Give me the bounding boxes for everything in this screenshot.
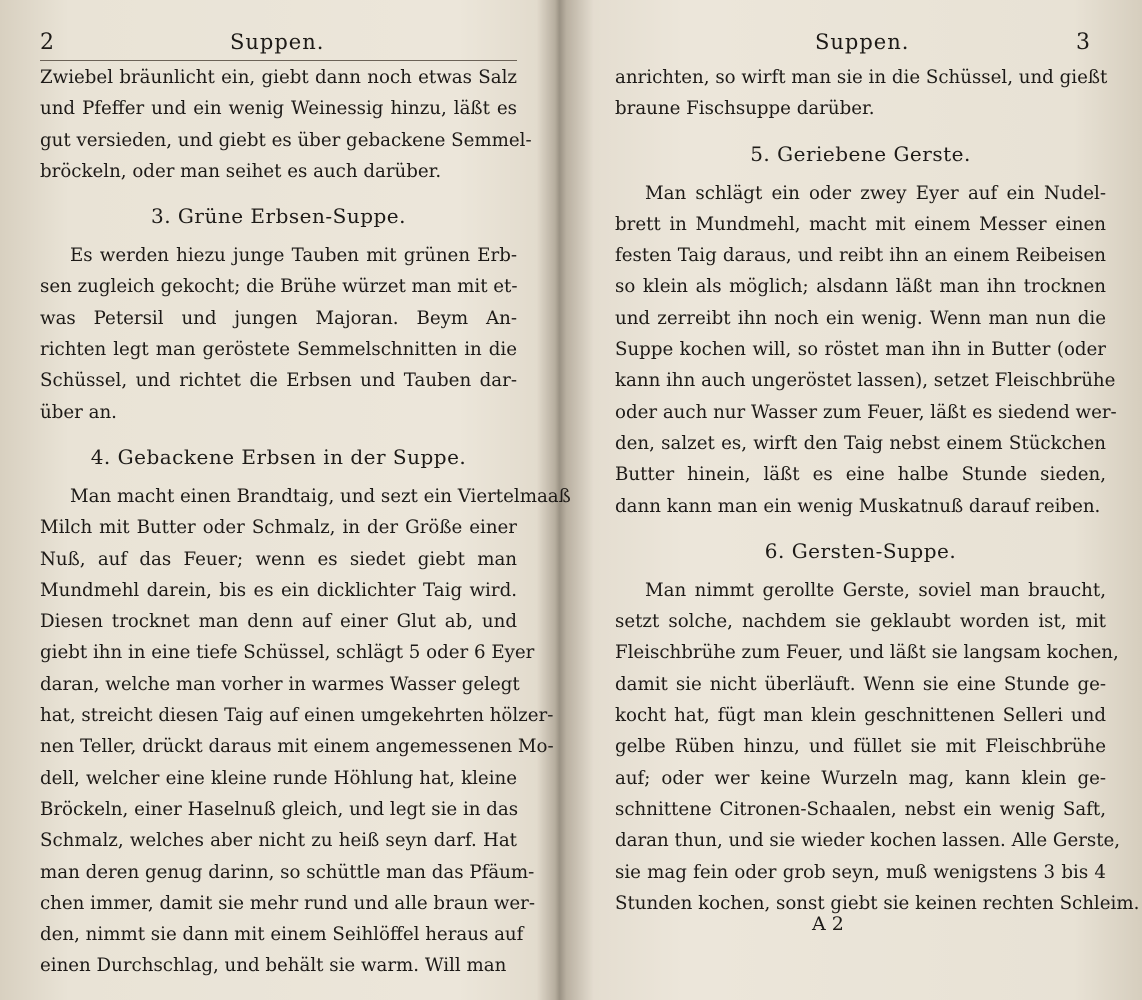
text-line: Es werden hiezu junge Tauben mit grünen Erb- [70,245,517,267]
text-line: setzt solche, nachdem sie geklaubt worden ist, mit [615,611,1106,633]
text-line: auf; oder wer keine Wurzeln mag, kann klein ge- [615,767,1106,789]
paragraph [40,481,571,982]
text-line: sie mag fein oder grob seyn, muß wenigstens 3 bis 4 [615,861,1106,883]
text-line: daran, welche man vorher in warmes Wasser gelegt [40,673,520,695]
text-line: Nuß, auf das Feuer; wenn es siedet giebt man [40,548,517,570]
text-line: den, nimmt sie dann mit einem Seihlöffel heraus auf [40,924,524,946]
text-line: brett in Mundmehl, macht mit einem Messer einen [615,213,1106,235]
text-line: nen Teller, drückt daraus mit einem angemessenen Mo- [40,736,554,758]
text-line: und zerreibt ihn noch ein wenig. Wenn man nun die [615,307,1106,329]
text-line: Schmalz, welches aber nicht zu heiß seyn darf. Hat [40,830,517,852]
text-line: damit sie nicht überläuft. Wenn sie eine Stunde ge- [615,673,1106,695]
text-line: giebt ihn in eine tiefe Schüssel, schlägt 5 oder 6 Eyer [40,642,535,664]
text-line: über an. [40,401,117,423]
paragraph [615,575,1140,919]
paragraph [615,62,1106,125]
text-line: kocht hat, fügt man klein geschnittenen Selleri und [615,705,1106,727]
text-line: Fleischbrühe zum Feuer, und läßt sie langsam kochen, [615,642,1119,664]
text-line: gut versieden, und giebt es über gebackene Semmel- [40,129,532,151]
recipe-heading: 4. Gebackene Erbsen in der Suppe. [90,444,467,469]
text-line: anrichten, so wirft man sie in die Schüssel, und gießt [615,67,1108,88]
text-line: bröckeln, oder man seihet es auch darüber. [40,160,442,182]
text-line: Man schlägt ein oder zwey Eyer auf ein Nudel- [645,182,1106,204]
text-line: Man nimmt gerollte Gerste, soviel man braucht, [645,579,1106,601]
text-line: Bröckeln, einer Haselnuß gleich, und legt sie in das [40,798,519,820]
text-line: man deren genug darinn, so schüttle man das Pfäum- [40,861,535,883]
text-line: daran thun, und sie wieder kochen lassen. Alle Gerste, [615,830,1121,852]
text-line: Stunden kochen, sonst giebt sie keinen rechten Schleim. [615,892,1140,914]
left-running-title: Suppen. [230,30,325,54]
text-line: Butter hinein, läßt es eine halbe Stunde sieden, [615,464,1106,486]
right-page-number: 3 [1076,30,1090,55]
text-line: sen zugleich gekocht; die Brühe würzet man mit et- [40,276,518,298]
text-line: chen immer, damit sie mehr rund und alle braun wer- [40,892,535,914]
text-line: Milch mit Butter oder Schmalz, in der Größe einer [40,517,517,539]
head-rule [40,60,517,61]
right-page-body [615,62,1140,919]
recipe-heading: 6. Gersten-Suppe. [764,538,957,563]
text-line: was Petersil und jungen Majoran. Beym An- [40,307,517,329]
text-line: und Pfeffer und ein wenig Weinessig hinzu, läßt es [40,98,517,120]
text-line: Zwiebel bräunlicht ein, giebt dann noch etwas Salz [40,67,517,88]
right-page [557,0,1142,1000]
right-running-title: Suppen. [815,30,910,54]
text-line: richten legt man geröstete Semmelschnitten in die [40,339,517,361]
text-line: Man macht einen Brandtaig, und sezt ein Viertelmaaß [70,485,571,507]
text-line: gelbe Rüben hinzu, und füllet sie mit Fleischbrühe [615,736,1106,758]
text-line: Mundmehl darein, bis es ein dicklichter Taig wird. [40,579,517,601]
text-line: hat, streicht diesen Taig auf einen umgekehrten hölzer- [40,705,554,727]
left-page-number: 2 [40,30,54,55]
text-line: einen Durchschlag, und behält sie warm. Will man [40,955,507,977]
left-running-head [40,22,517,62]
paragraph [40,62,532,187]
paragraph [40,240,517,428]
text-line: schnittene Citronen-Schaalen, nebst ein wenig Saft, [615,798,1106,820]
text-line: so klein als möglich; alsdann läßt man ihn trocknen [615,276,1106,298]
text-line: Suppe kochen will, so röstet man ihn in Butter (oder [615,339,1106,361]
left-page-body [40,62,571,982]
text-line: den, salzet es, wirft den Taig nebst einem Stückchen [615,432,1106,454]
text-line: kann ihn auch ungeröstet lassen), setzet Fleischbrühe [615,370,1116,392]
text-line: dann kann man ein wenig Muskatnuß darauf reiben. [615,495,1101,517]
text-line: dell, welcher eine kleine runde Höhlung hat, kleine [40,767,517,789]
text-line: oder auch nur Wasser zum Feuer, läßt es siedend wer- [615,401,1117,423]
signature-mark: A 2 [812,913,844,935]
paragraph [615,178,1117,522]
text-line: braune Fischsuppe darüber. [615,98,875,120]
recipe-heading: 5. Geriebene Gerste. [750,141,971,166]
recipe-heading: 3. Grüne Erbsen-Suppe. [150,204,406,229]
text-line: festen Taig daraus, und reibt ihn an einem Reibeisen [615,245,1106,267]
text-line: Schüssel, und richtet die Erbsen und Tauben dar- [40,370,517,392]
right-running-head [615,22,1106,62]
text-line: Diesen trocknet man denn auf einer Glut ab, und [40,611,517,633]
